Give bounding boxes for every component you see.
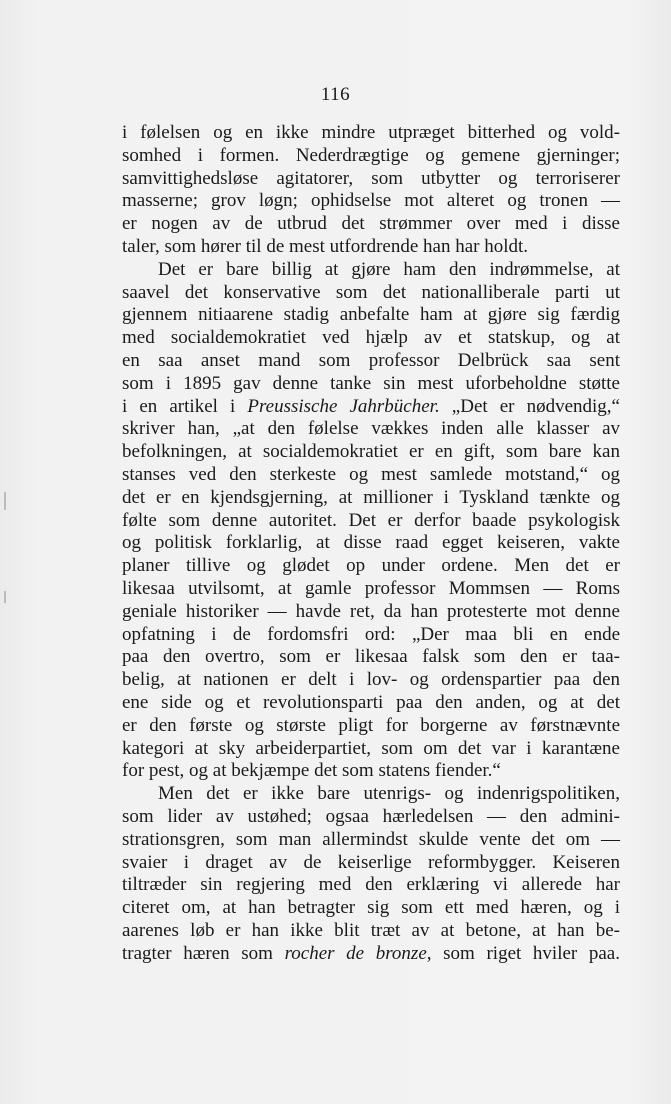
italic-title: rocher de bronze, (284, 942, 432, 964)
text-line: strationsgren, som man allermindst skulde vente det om — (122, 828, 620, 850)
text-line: svaier i draget av de keiserlige reformbygger. Keiseren (122, 851, 620, 873)
text-line: i en artikel i Preussische Jahrbücher. „Det er nødvendig,“ (122, 395, 620, 417)
text-line: planer tillive og glødet op under ordene. Men det er (122, 555, 620, 577)
text-line: følte som denne autoritet. Det er derfor baade psykologisk (122, 509, 620, 531)
paragraph (122, 783, 620, 965)
page-number: 116 (320, 84, 351, 105)
scan-edge-mark (4, 591, 6, 603)
text-line: citeret om, at han betragter sig som ett med hæren, og i (122, 897, 620, 919)
text-line: tragter hæren som rocher de bronze, som riget hviler paa. (122, 942, 620, 964)
text-line: en saa anset mand som professor Delbrück saa sent (122, 349, 620, 371)
text-line: somhed i formen. Nederdrægtige og gemene gjerninger; (122, 144, 620, 166)
text-line: og politisk forklarlig, at disse raad egget keiseren, vakte (122, 532, 620, 554)
text-line: geniale historiker — havde ret, da han protesterte mot denne (122, 600, 620, 622)
text-line: likesaa utvilsomt, at gamle professor Mommsen — Roms (122, 577, 620, 599)
text-line: aarenes løb er han ikke blit træt av at betone, at han be- (122, 919, 620, 941)
text-line: samvittighedsløse agitatorer, som utbytter og terroriserer (122, 167, 620, 189)
paragraph (122, 259, 620, 783)
text-line: for pest, og at bekjæmpe det som statens fiender.“ (122, 760, 501, 782)
text-line: Det er bare billig at gjøre ham den indrømmelse, at (158, 258, 620, 280)
text-line: ene side og et revolutionsparti paa den anden, og at det (122, 691, 620, 713)
italic-title: Preussische Jahrbücher. (247, 395, 440, 417)
text-line: paa den overtro, som er likesaa falsk som den er taa- (122, 646, 620, 668)
paragraph (122, 122, 620, 259)
text-line: Men det er ikke bare utenrigs- og indenrigspolitiken, (158, 783, 620, 805)
text-line: skriver han, „at den følelse vækkes inden alle klasser av (122, 418, 620, 440)
text-line: med socialdemokratiet ved hjælp av et statskup, og at (122, 327, 620, 349)
body-text (122, 122, 620, 965)
text-line: opfatning i de fordomsfri ord: „Der maa bli en ende (122, 623, 620, 645)
text-line: stanses ved den sterkeste og mest samlede motstand,“ og (122, 463, 620, 485)
text-line: som i 1895 gav denne tanke sin mest uforbeholdne støtte (122, 372, 620, 394)
scan-edge-mark (4, 492, 6, 510)
text-line: belig, at nationen er delt i lov- og ordenspartier paa den (122, 669, 620, 691)
text-line: kategori at sky arbeiderpartiet, som om det var i karantæne (122, 737, 620, 759)
text-line: befolkningen, at socialdemokratiet er en gift, som bare kan (122, 441, 620, 463)
text-line: taler, som hører til de mest utfordrende han har holdt. (122, 235, 529, 257)
text-line: som lider av ustøhed; ogsaa hærledelsen — den admini- (122, 805, 620, 827)
text-line: saavel det konservative som det nationalliberale parti ut (122, 281, 620, 303)
text-line: i følelsen og en ikke mindre utpræget bitterhed og vold- (122, 122, 620, 143)
text-line: masserne; grov løgn; ophidselse mot alteret og tronen — (122, 190, 620, 212)
text-line: er den første og største pligt for borgerne av førstnævnte (122, 714, 620, 736)
text-line: er nogen av de utbrud det strømmer over med i disse (122, 213, 620, 235)
text-line: gjennem nitiaarene stadig anbefalte ham at gjøre sig færdig (122, 304, 620, 326)
text-line: tiltræder sin regjering med den erklæring vi allerede har (122, 874, 620, 896)
text-line: det er en kjendsgjerning, at millioner i Tyskland tænkte og (122, 486, 620, 508)
